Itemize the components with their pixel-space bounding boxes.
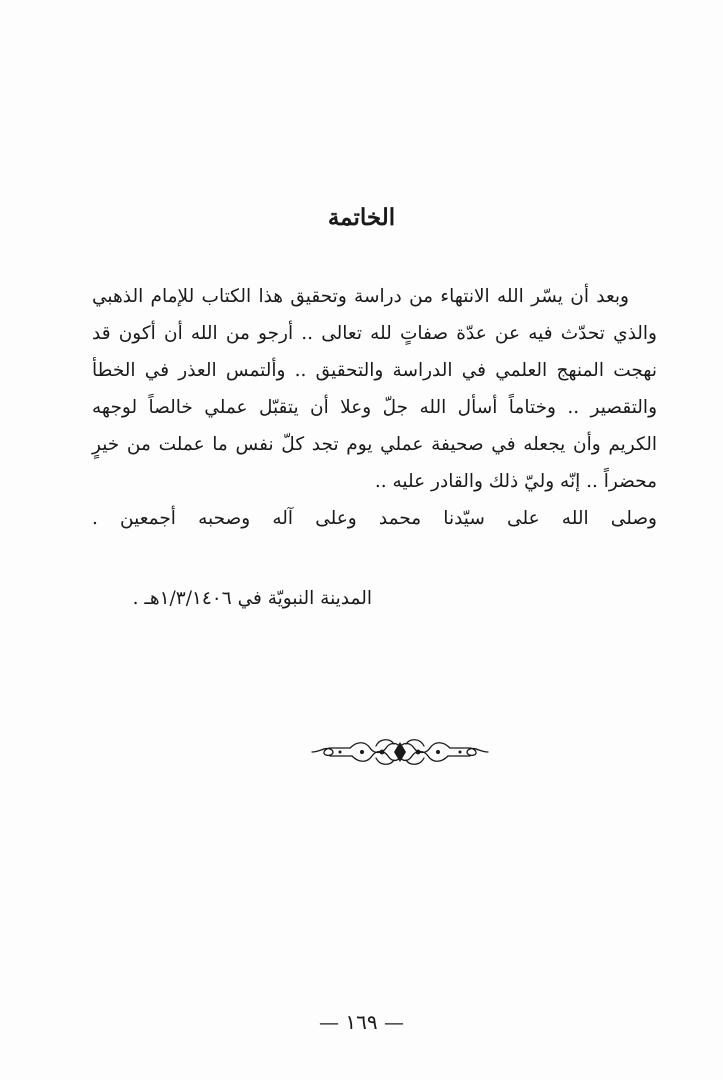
paragraph-line: الكريم وأن يجعله في صحيفة عملي يوم تجد كلّ نفس ما عملت من خيرٍ [92, 434, 657, 455]
conclusion-paragraph [92, 278, 657, 537]
paragraph-line: والذي تحدّث فيه عن عدّة صفاتٍ لله تعالى .. أرجو من الله أن أكون قد [92, 323, 657, 344]
ornament-divider-icon [310, 734, 490, 770]
paragraph-line: وبعد أن يسّر الله الانتهاء من دراسة وتحقيق هذا الكتاب للإمام الذهبي [92, 286, 629, 307]
paragraph-line: محضراً .. إنّه وليّ ذلك والقادر عليه .. [374, 471, 657, 492]
closing-line: وصلى الله على سيّدنا محمد وعلى آله وصحبه أجمعين . [92, 508, 657, 529]
paragraph-line: والتقصير .. وختاماً أسأل الله جلّ وعلا أن يتقبّل عملي خالصاً لوجهه [92, 397, 657, 418]
paragraph-line: نهجت المنهج العلمي في الدراسة والتحقيق .. وألتمس العذر في الخطأ [92, 360, 657, 381]
place-date: المدينة النبويّة في ١/٣/١٤٠٦هـ . [132, 588, 372, 609]
page-number: — ١٦٩ — [319, 1010, 404, 1034]
page-title: الخاتمة [327, 204, 396, 231]
